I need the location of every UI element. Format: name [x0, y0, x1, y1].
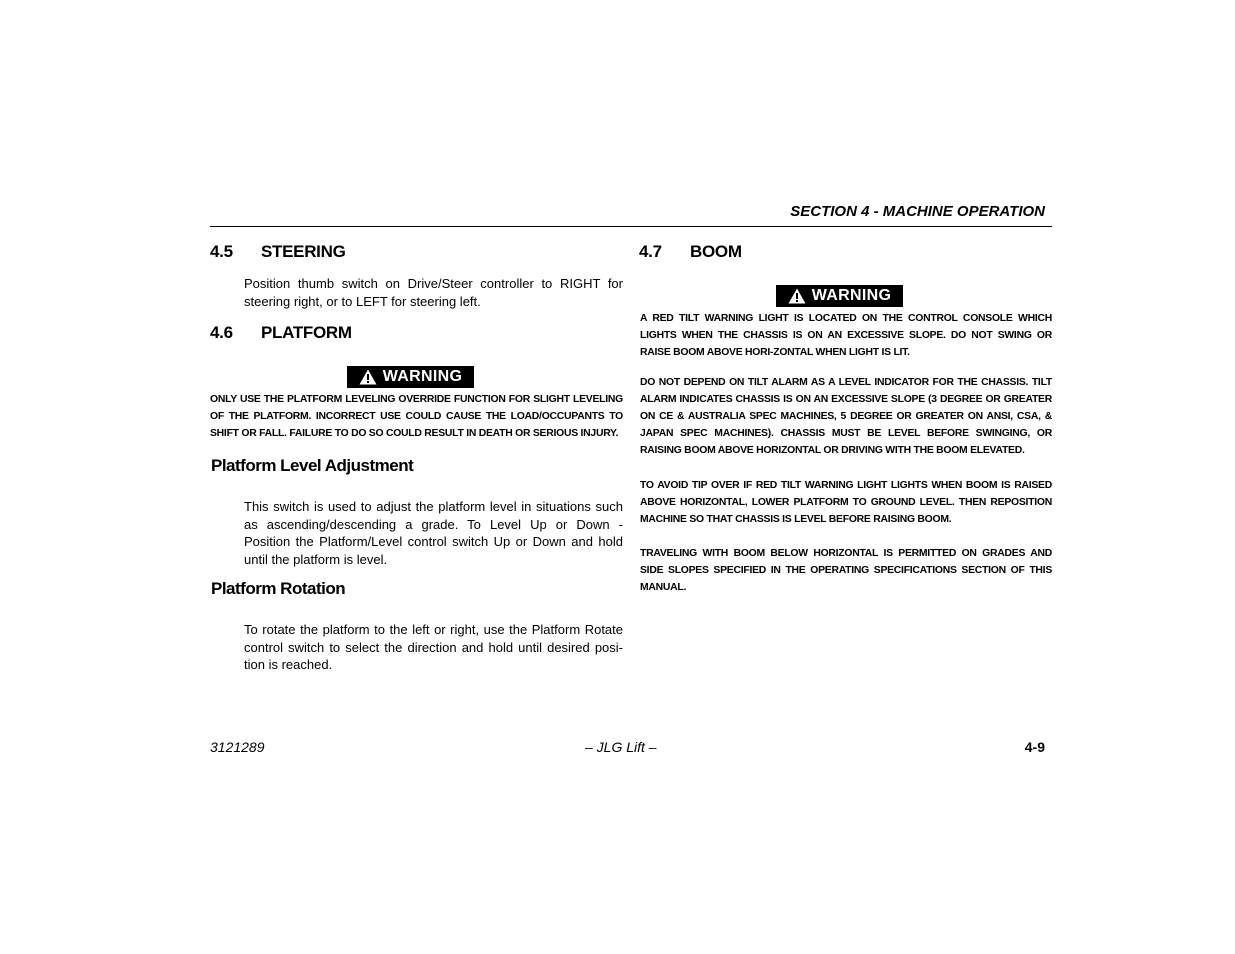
- boom-warning-badge: [776, 285, 903, 307]
- header-divider: [210, 226, 1052, 227]
- warning-label: WARNING: [382, 368, 463, 385]
- heading-platform: [210, 323, 352, 343]
- warning-triangle-icon: [359, 369, 377, 385]
- section-title: SECTION 4 - MACHINE OPERATION: [790, 203, 1045, 220]
- heading-number: 4.6: [210, 323, 233, 342]
- footer-doc-number: 3121289: [210, 739, 265, 755]
- heading-steering: [210, 242, 346, 262]
- heading-platform-rotation: Platform Rotation: [211, 579, 346, 598]
- level-adjustment-paragraph: This switch is used to adjust the platform level in situations such as ascending/descending a grade. To Level Up or Down - Position the Platform/Level control switch Up or Down and hold until the platform is level.: [244, 499, 623, 567]
- steering-paragraph: Position thumb switch on Drive/Steer controller to RIGHT for steering right, or to LEFT for steering left.: [244, 276, 623, 309]
- heading-number: 4.5: [210, 242, 233, 261]
- heading-text: STEERING: [261, 242, 346, 261]
- footer-center: – JLG Lift –: [585, 739, 657, 755]
- rotation-paragraph: To rotate the platform to the left or right, use the Platform Rotate control switch to select the direction and hold until desired posi-tion is reached.: [244, 622, 623, 672]
- heading-platform-level-adjustment: Platform Level Adjustment: [211, 456, 414, 475]
- warning-label: WARNING: [811, 287, 892, 304]
- warning-triangle-icon: [788, 288, 806, 304]
- heading-text: PLATFORM: [261, 323, 352, 342]
- boom-warning-paragraph-1: A RED TILT WARNING LIGHT IS LOCATED ON THE CONTROL CONSOLE WHICH LIGHTS WHEN THE CHASSIS IS ON AN EXCESSIVE SLOPE. DO NOT SWING OR RAISE BOOM ABOVE HORI-ZONTAL WHEN LIGHT IS LIT.: [640, 313, 1052, 358]
- boom-warning-paragraph-4: TRAVELING WITH BOOM BELOW HORIZONTAL IS PERMITTED ON GRADES AND SIDE SLOPES SPECIFIED IN THE OPERATING SPECIFICATIONS SECTION OF THIS MANUAL.: [640, 548, 1052, 593]
- page-number: 4-9: [1024, 739, 1045, 755]
- heading-boom: [639, 242, 742, 262]
- boom-warning-paragraph-3: TO AVOID TIP OVER IF RED TILT WARNING LIGHT LIGHTS WHEN BOOM IS RAISED ABOVE HORIZONTAL, LOWER PLATFORM TO GROUND LEVEL. THEN REPOSITION MACHINE SO THAT CHASSIS IS LEVEL BEFORE RAISING BOOM.: [640, 480, 1052, 525]
- platform-warning-text: ONLY USE THE PLATFORM LEVELING OVERRIDE FUNCTION FOR SLIGHT LEVELING OF THE PLATFORM. INCORRECT USE COULD CAUSE THE LOAD/OCCUPANTS TO SHIFT OR FALL. FAILURE TO DO SO COULD RESULT IN DEATH OR SERIOUS INJURY.: [210, 394, 623, 439]
- heading-number: 4.7: [639, 242, 662, 261]
- heading-text: BOOM: [690, 242, 742, 261]
- platform-warning-badge: [347, 366, 474, 388]
- boom-warning-paragraph-2: DO NOT DEPEND ON TILT ALARM AS A LEVEL INDICATOR FOR THE CHASSIS. TILT ALARM INDICATES CHASSIS IS ON AN EXCESSIVE SLOPE (3 DEGREE OR GREATER ON CE & AUSTRALIA SPEC MACHINES, 5 DEGREE OR GREATER ON ANSI, CSA, & JAPAN SPEC MACHINES). CHASSIS MUST BE LEVEL BEFORE SWINGING, OR RAISING BOOM ABOVE HORIZONTAL OR DRIVING WITH THE BOOM ELEVATED.: [640, 377, 1052, 456]
